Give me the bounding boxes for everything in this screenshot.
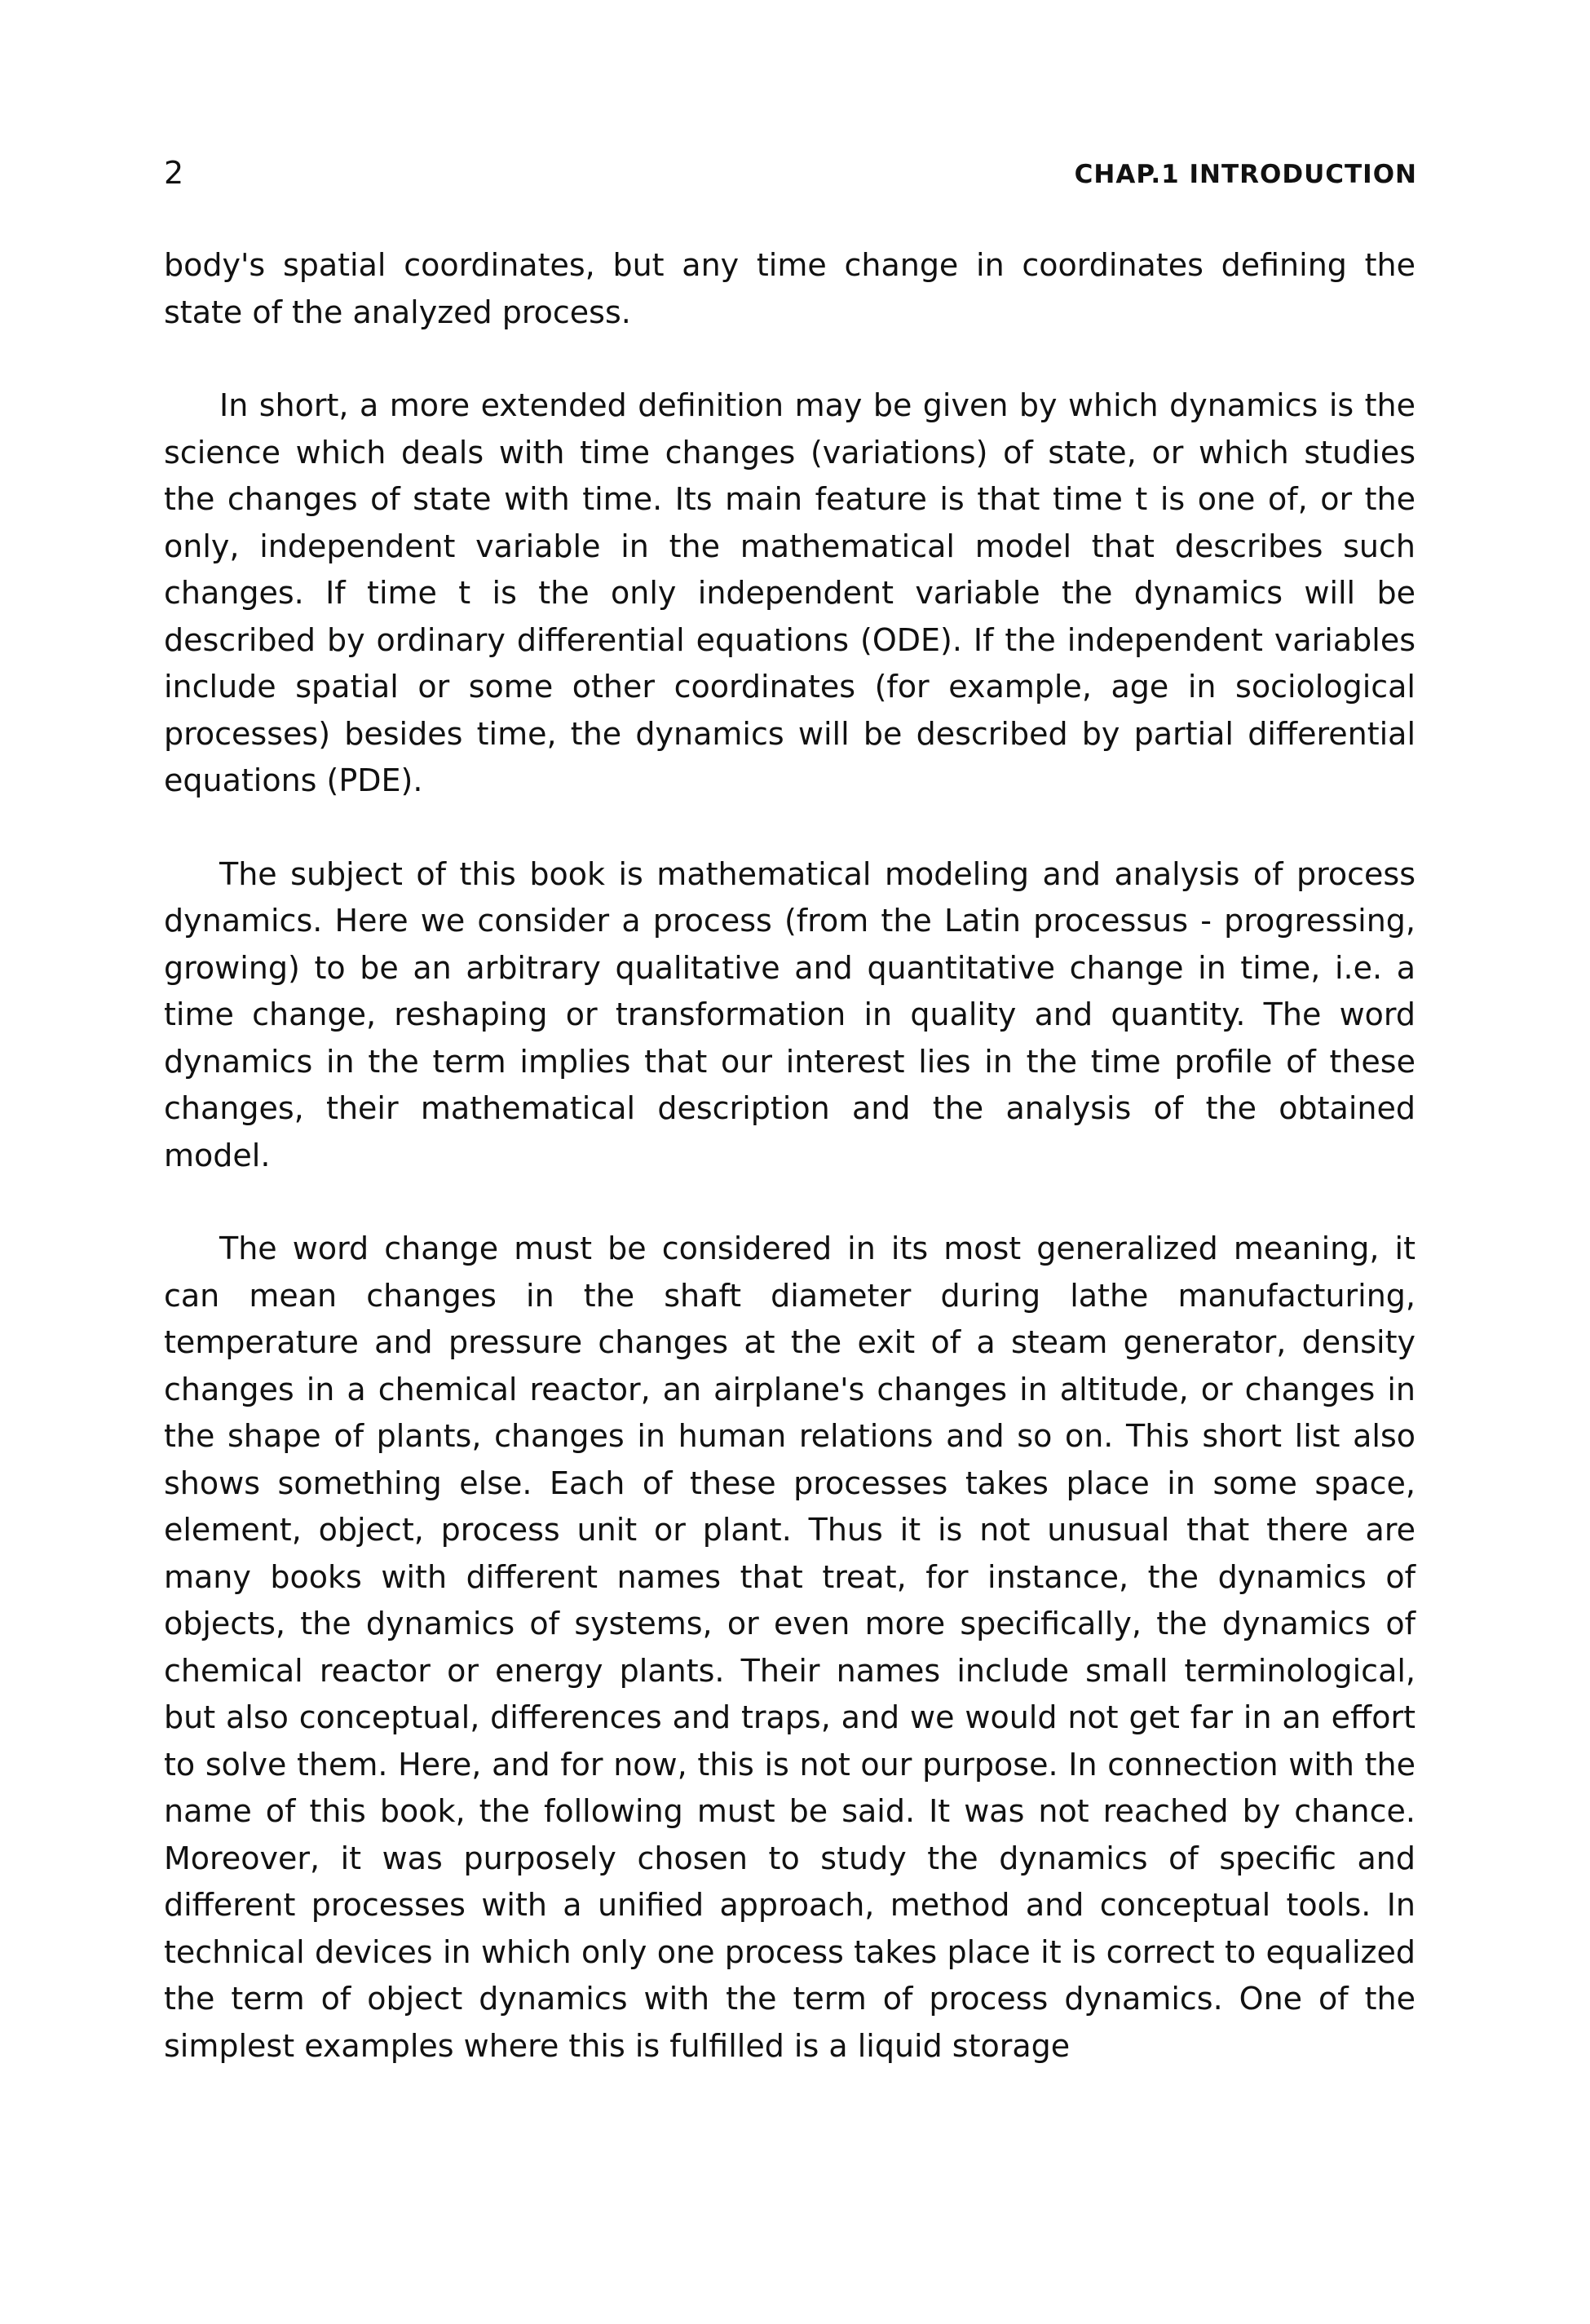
paragraph-word-change: The word change must be considered in its most generalized meaning, it can mean changes in the shaft diameter during lathe manufacturing, temperature and pressure changes at the exit of a steam generator, density changes in a chemical reactor, an airplane's changes in altitude, or changes in the shape of plants, changes in human relations and so on. This short list also shows something else. Each of these processes takes place in some space, element, object, process unit or plant. Thus it is not unusual that there are many books with different names that treat, for instance, the dynamics of objects, the dynamics of systems, or even more specifically, the dynamics of chemical reactor or energy plants. Their names include small terminological, but also conceptual, differences and traps, and we would not get far in an effort to solve them. Here, and for now, this is not our purpose. In connection with the name of this book, the following must be said. It was not reached by chance. Moreover, it was purposely chosen to study the dynamics of specific and different processes with a unified approach, method and conceptual tools. In technical devices in which only one process takes place it is correct to equalized the term of object dynamics with the term of process dynamics. One of the simplest examples where this is fulfilled is a liquid storage	[164, 1230, 1416, 2064]
paragraph-continuation: body's spatial coordinates, but any time change in coordinates defining the state of the analyzed process.	[164, 247, 1416, 330]
running-head: CHAP.1 INTRODUCTION	[1074, 160, 1417, 189]
paragraph-book-subject: The subject of this book is mathematical modeling and analysis of process dynamics. Here we consider a process (from the Latin processus - progressing, growing) to be an arbitrary qualitative and quantitative change in time, i.e. a time change, reshaping or transformation in quality and quantity. The word dynamics in the term implies that our interest lies in the time profile of these changes, their mathematical description and the analysis of the obtained model.	[164, 855, 1416, 1173]
page-number: 2	[164, 155, 184, 191]
body-text	[164, 242, 1416, 2116]
paragraph-dynamics-definition: In short, a more extended definition may be given by which dynamics is the science which deals with time changes (variations) of state, or which studies the changes of state with time. Its main feature is that time t is one of, or the only, independent variable in the mathematical model that describes such changes. If time t is the only independent variable the dynamics will be described by ordinary differential equations (ODE). If the independent variables include spatial or some other coordinates (for example, age in sociological processes) besides time, the dynamics will be described by partial differential equations (PDE).	[164, 387, 1416, 798]
